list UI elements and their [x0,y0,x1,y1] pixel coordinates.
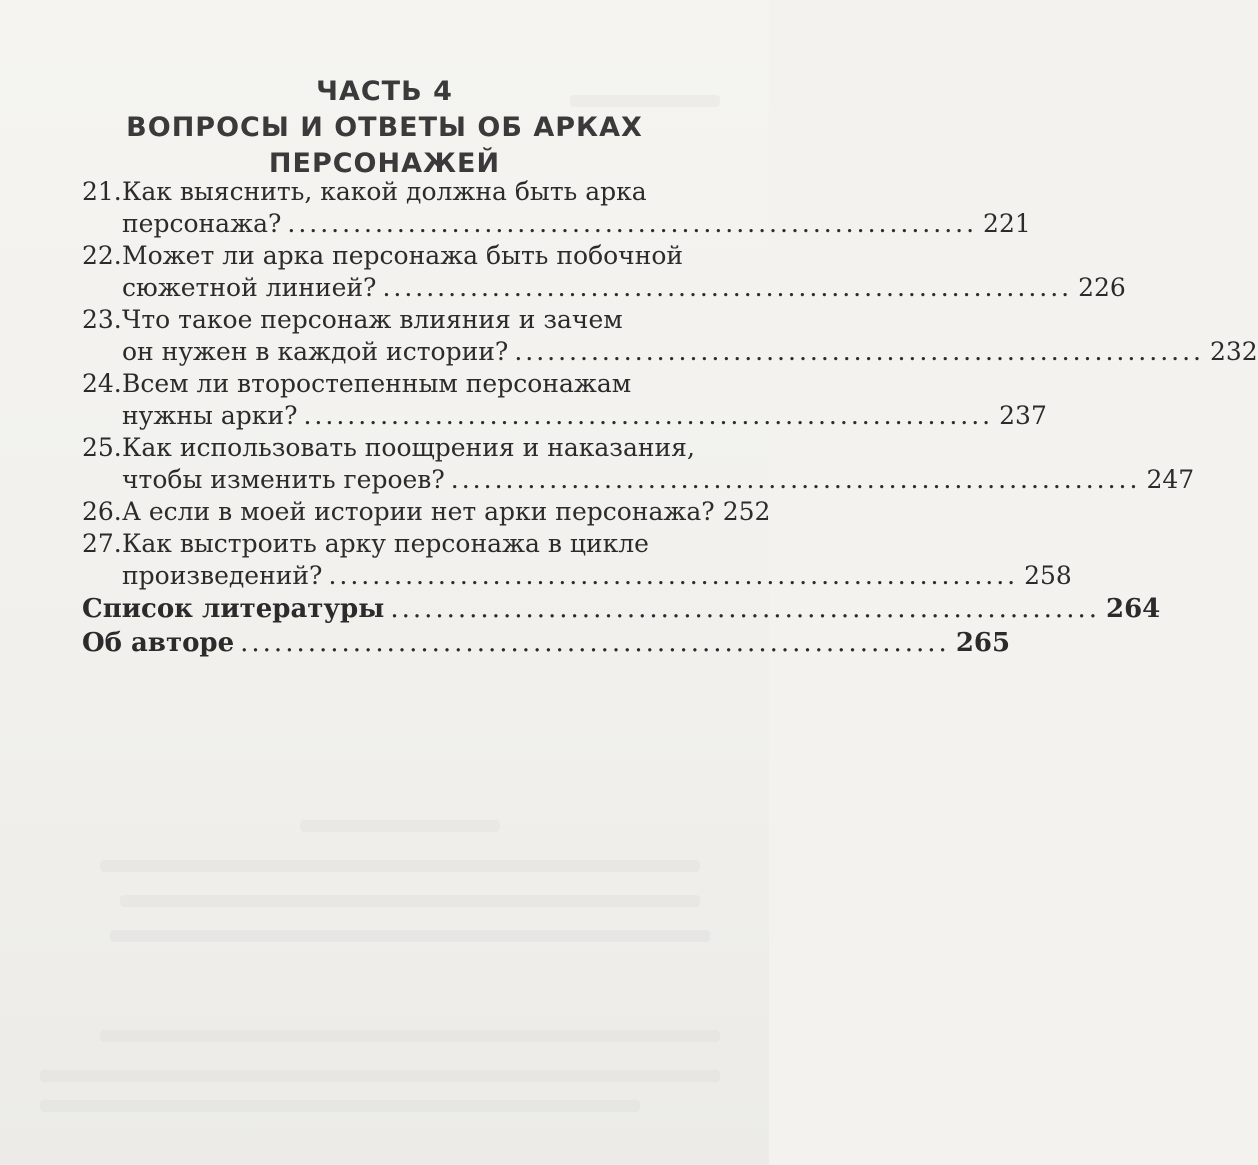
entry-page-number: 252 [722,497,771,526]
about-author-title: Об авторе [82,628,235,658]
entry-title-line-2: он нужен в каждой истории? [122,337,509,366]
about-author-page-number: 265 [955,628,1011,658]
toc-about-author[interactable] [82,626,1011,660]
entry-page-number: 232 [1209,337,1258,366]
entry-title-line-2: произведений? [122,561,323,590]
entry-title-line-1: Как использовать поощрения и наказания, [122,433,695,462]
toc-entry-24[interactable] [82,368,712,400]
dot-leader: ............................................................... [240,628,950,658]
show-through-mark [300,820,500,832]
entry-title-line-2: персонажа? [122,209,282,238]
entry-title-line-2: чтобы изменить героев? [122,465,445,494]
toc-bibliography[interactable] [82,592,1161,626]
entry-page-number: 247 [1146,465,1195,494]
toc-entry-27-cont[interactable] [122,560,1072,592]
toc-entry-22[interactable] [82,240,712,272]
toc-entry-23-cont[interactable] [122,336,1258,368]
entry-page-number: 226 [1078,273,1126,302]
show-through-mark [100,1030,720,1042]
entry-page-number: 221 [983,209,1031,238]
toc-entry-27[interactable] [82,528,712,560]
toc-entry-24-cont[interactable] [122,400,1047,432]
entry-title-line-1: Может ли арка персонажа быть побочной [122,241,684,270]
entry-number: 27. [82,529,122,558]
entry-page-number: 258 [1024,561,1072,590]
entry-number: 22. [82,241,122,270]
entry-number: 24. [82,369,122,398]
toc-entry-25[interactable] [82,432,712,464]
dot-leader: ............................................................... [287,209,978,238]
entry-title-line-1: Как выяснить, какой должна быть арка [122,177,647,206]
dot-leader: ............................................................... [328,561,1019,590]
entry-page-number: 237 [999,401,1047,430]
entry-title-line-1: Всем ли второстепенным персонажам [122,369,632,398]
bibliography-title: Список литературы [82,594,385,624]
entry-title-line-1: Что такое персонаж влияния и зачем [122,305,623,334]
show-through-mark [100,860,700,872]
toc-entry-25-cont[interactable] [122,464,1195,496]
dot-leader: ............................................................... [390,594,1100,624]
part-title-line-2: ПЕРСОНАЖЕЙ [268,148,501,179]
bibliography-page-number: 264 [1106,594,1161,624]
dot-leader: ............................................................... [382,273,1073,302]
toc-entry-23[interactable] [82,304,712,336]
dot-leader: ............................................................... [450,465,1141,494]
entry-number: 23. [82,305,122,334]
entry-number: 26. [82,497,122,526]
show-through-mark [40,1070,720,1082]
entry-title-line-2: сюжетной линией? [122,273,377,302]
toc-entry-21-cont[interactable] [122,208,1031,240]
entry-title-line-1: А если в моей истории нет арки персонажа? [122,497,715,526]
part-title-line-1: ВОПРОСЫ И ОТВЕТЫ ОБ АРКАХ [126,112,643,143]
dot-leader: ............................................................... [303,401,994,430]
entry-title-line-2: нужны арки? [122,401,298,430]
show-through-mark [40,1100,640,1112]
toc-entry-26[interactable] [82,496,771,528]
show-through-mark [110,930,710,942]
entry-number: 21. [82,177,122,206]
show-through-mark [120,895,700,907]
toc-entry-21[interactable] [82,176,712,208]
entry-title-line-1: Как выстроить арку персонажа в цикле [122,529,649,558]
part-number-heading: ЧАСТЬ 4 [316,76,453,107]
entry-number: 25. [82,433,122,462]
toc-entry-22-cont[interactable] [122,272,1126,304]
dot-leader: ............................................................... [514,337,1204,366]
